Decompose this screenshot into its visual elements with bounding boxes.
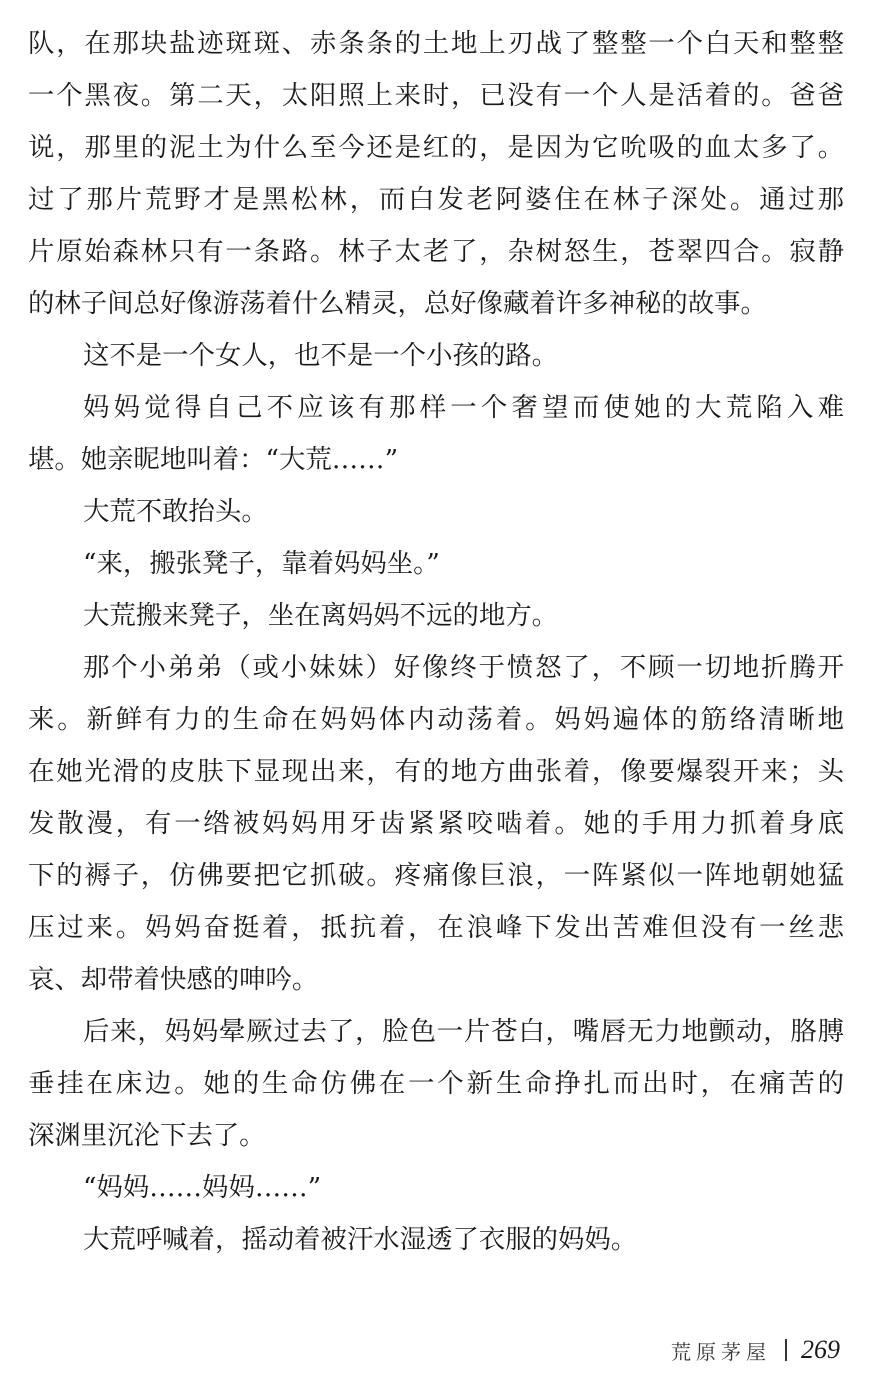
paragraph-start-line: 后来，妈妈晕厥过去了，脸色一片苍白，嘴唇无力地颤动，胳膊 <box>83 1016 844 1047</box>
dialogue-line: “妈妈……妈妈……” <box>83 1172 322 1203</box>
page-number: 269 <box>801 1335 840 1364</box>
text-line: 堪。她亲昵地叫着：“大荒……” <box>28 444 399 475</box>
text-line: 来。新鲜有力的生命在妈妈体内动荡着。妈妈遍体的筋络清晰地 <box>28 704 844 735</box>
text-line: 下的褥子，仿佛要把它抓破。疼痛像巨浪，一阵紧似一阵地朝她猛 <box>28 860 844 891</box>
text-line: 队，在那块盐迹斑斑、赤条条的土地上刃战了整整一个白天和整整 <box>28 28 844 59</box>
paragraph-start-line: 妈妈觉得自己不应该有那样一个奢望而使她的大荒陷入难 <box>83 392 844 423</box>
paragraph-start-line: 大荒搬来凳子，坐在离妈妈不远的地方。 <box>83 600 559 631</box>
page-body <box>28 18 844 1266</box>
paragraph-start-line: 那个小弟弟（或小妹妹）好像终于愤怒了，不顾一切地折腾开 <box>83 652 844 683</box>
dialogue-line: “来，搬张凳子，靠着妈妈坐。” <box>83 548 440 579</box>
text-line: 深渊里沉沦下去了。 <box>28 1120 266 1151</box>
paragraph-start-line: 大荒不敢抬头。 <box>83 496 268 527</box>
running-footer-title: 荒原茅屋 <box>671 1339 771 1364</box>
page-footer <box>671 1330 840 1370</box>
paragraph-start-line: 这不是一个女人，也不是一个小孩的路。 <box>83 340 559 371</box>
text-line: 哀、却带着快感的呻吟。 <box>28 964 319 995</box>
text-line: 一个黑夜。第二天，太阳照上来时，已没有一个人是活着的。爸爸 <box>28 80 844 111</box>
paragraph-start-line: 大荒呼喊着，摇动着被汗水湿透了衣服的妈妈。 <box>83 1224 638 1255</box>
text-line: 说，那里的泥土为什么至今还是红的，是因为它吮吸的血太多了。 <box>28 132 844 163</box>
footer-divider <box>785 1339 787 1361</box>
text-line: 压过来。妈妈奋挺着，抵抗着，在浪峰下发出苦难但没有一丝悲 <box>28 912 844 943</box>
text-line: 垂挂在床边。她的生命仿佛在一个新生命挣扎而出时，在痛苦的 <box>28 1068 844 1099</box>
text-line: 片原始森林只有一条路。林子太老了，杂树怒生，苍翠四合。寂静 <box>28 236 844 267</box>
text-line: 的林子间总好像游荡着什么精灵，总好像藏着许多神秘的故事。 <box>28 288 767 319</box>
text-line: 发散漫，有一绺被妈妈用牙齿紧紧咬啮着。她的手用力抓着身底 <box>28 808 844 839</box>
text-line: 过了那片荒野才是黑松林，而白发老阿婆住在林子深处。通过那 <box>28 184 844 215</box>
text-line: 在她光滑的皮肤下显现出来，有的地方曲张着，像要爆裂开来；头 <box>28 756 844 787</box>
